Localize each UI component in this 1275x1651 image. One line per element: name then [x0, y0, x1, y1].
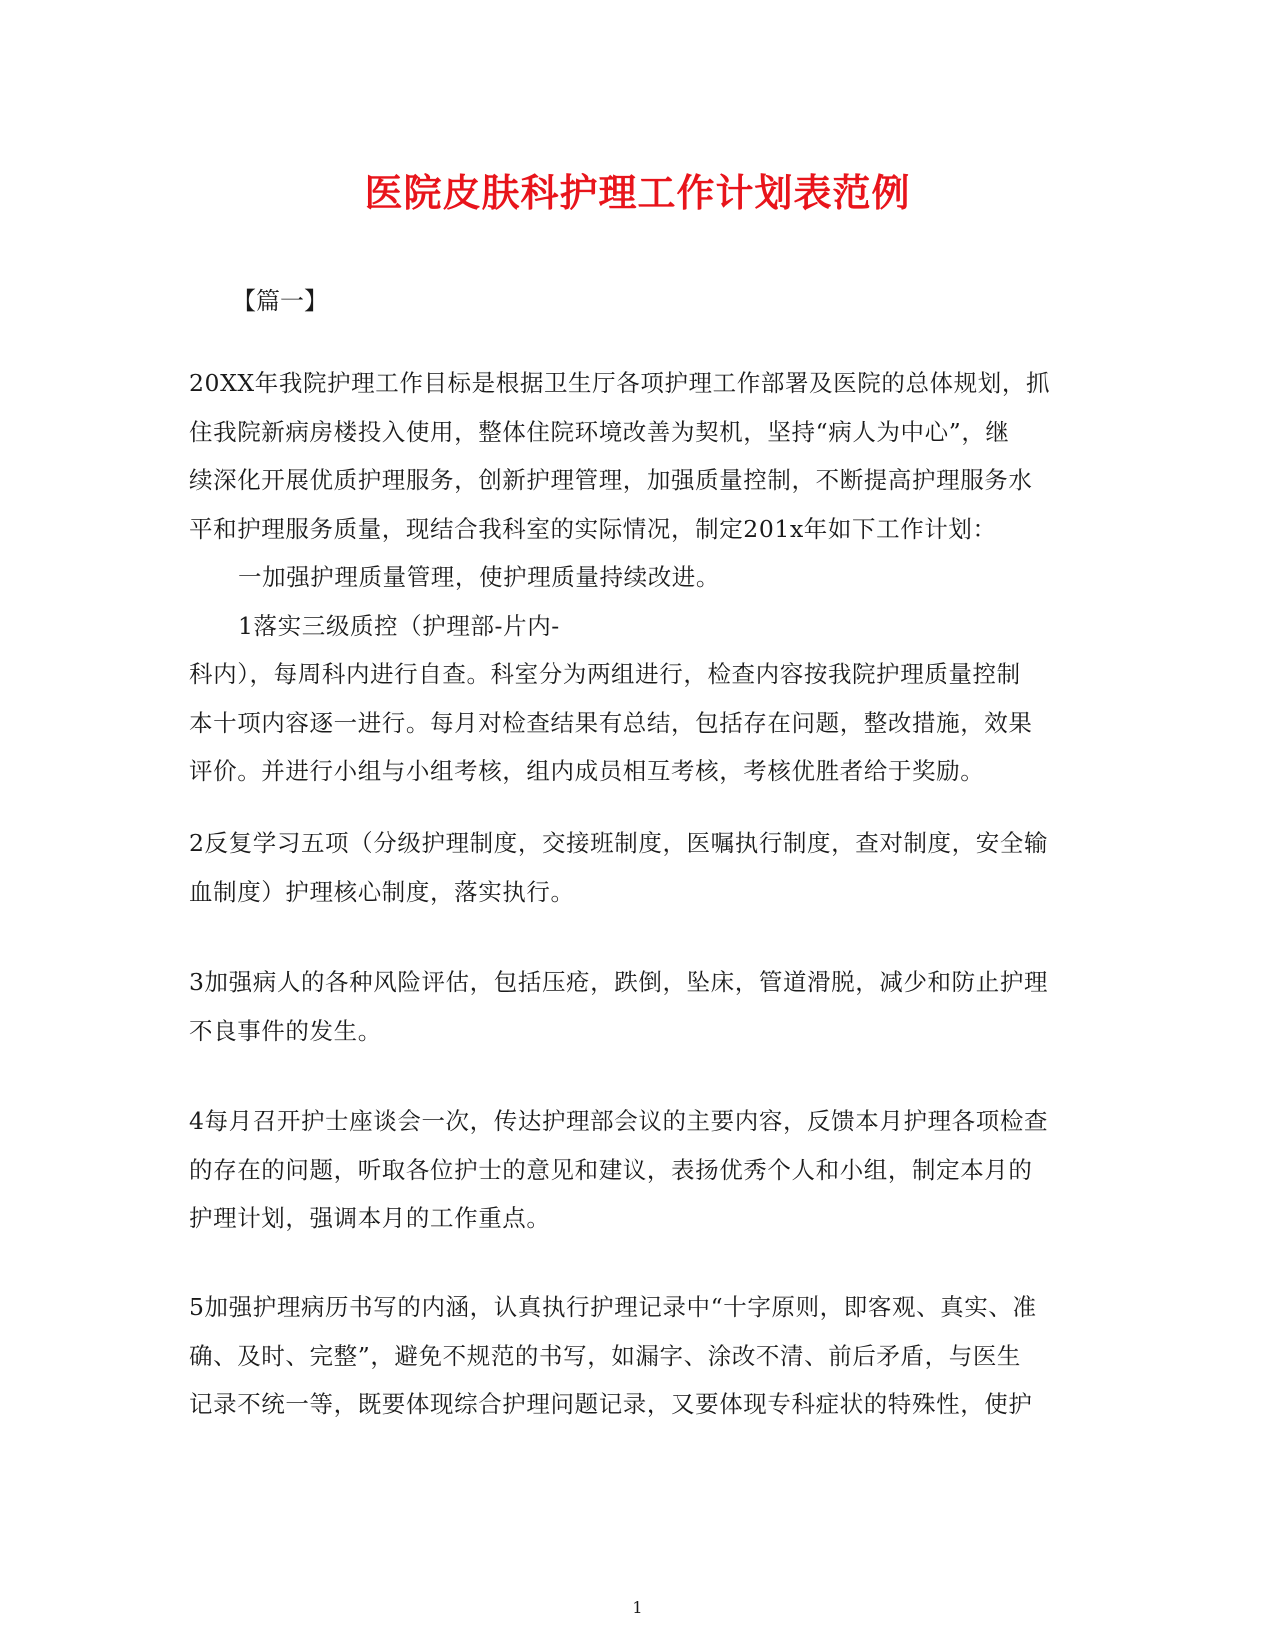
- paragraph-line: 2反复学习五项（分级护理制度，交接班制度，医嘱执行制度，查对制度，安全输: [189, 829, 1049, 857]
- intro-paragraph: [189, 359, 1079, 796]
- heading-quality-management: 一加强护理质量管理，使护理质量持续改进。: [238, 563, 720, 591]
- paragraph-line: 血制度）护理核心制度，落实执行。: [189, 877, 575, 906]
- paragraph-line: 4每月召开护士座谈会一次，传达护理部会议的主要内容，反馈本月护理各项检查: [189, 1107, 1049, 1135]
- paragraph-line: 的存在的问题，听取各位护士的意见和建议，表扬优秀个人和小组，制定本月的: [189, 1155, 1033, 1184]
- paragraph-line: 记录不统一等，既要体现综合护理问题记录，又要体现专科症状的特殊性，使护: [189, 1390, 1033, 1418]
- section-label: 【篇一】: [232, 287, 328, 315]
- paragraph-line: 3加强病人的各种风险评估，包括压疮，跌倒，坠床，管道滑脱，减少和防止护理: [189, 968, 1049, 996]
- paragraph-line: 评价。并进行小组与小组考核，组内成员相互考核，考核优胜者给于奖励。: [189, 757, 985, 785]
- item-3-paragraph: [189, 958, 1079, 1055]
- paragraph-line: 科内），每周科内进行自查。科室分为两组进行，检查内容按我院护理质量控制: [189, 660, 1021, 688]
- paragraph-line: 1落实三级质控（护理部-片内-: [238, 611, 560, 640]
- item-5-paragraph: [189, 1283, 1079, 1429]
- paragraph-line: 平和护理服务质量，现结合我科室的实际情况，制定201x年如下工作计划：: [189, 514, 997, 543]
- paragraph-line: 续深化开展优质护理服务，创新护理管理，加强质量控制，不断提高护理服务水: [189, 466, 1033, 494]
- item-2-paragraph: [189, 819, 1079, 916]
- paragraph-line: 20XX年我院护理工作目标是根据卫生厅各项护理工作部署及医院的总体规划，抓: [189, 369, 1051, 397]
- item-4-paragraph: [189, 1097, 1079, 1243]
- page-number: 1: [632, 1598, 643, 1617]
- paragraph-line: 确、及时、完整”，避免不规范的书写，如漏字、涂改不清、前后矛盾，与医生: [189, 1341, 1022, 1370]
- paragraph-line: 不良事件的发生。: [189, 1016, 382, 1045]
- paragraph-line: 本十项内容逐一进行。每月对检查结果有总结，包括存在问题，整改措施，效果: [189, 708, 1033, 737]
- paragraph-line: 5加强护理病历书写的内涵，认真执行护理记录中“十字原则，即客观、真实、准: [189, 1293, 1037, 1321]
- paragraph-line: 住我院新病房楼投入使用，整体住院环境改善为契机，坚持“病人为中心”，继: [189, 417, 1010, 446]
- document-title: 医院皮肤科护理工作计划表范例: [364, 170, 911, 215]
- paragraph-line: 护理计划，强调本月的工作重点。: [189, 1204, 551, 1232]
